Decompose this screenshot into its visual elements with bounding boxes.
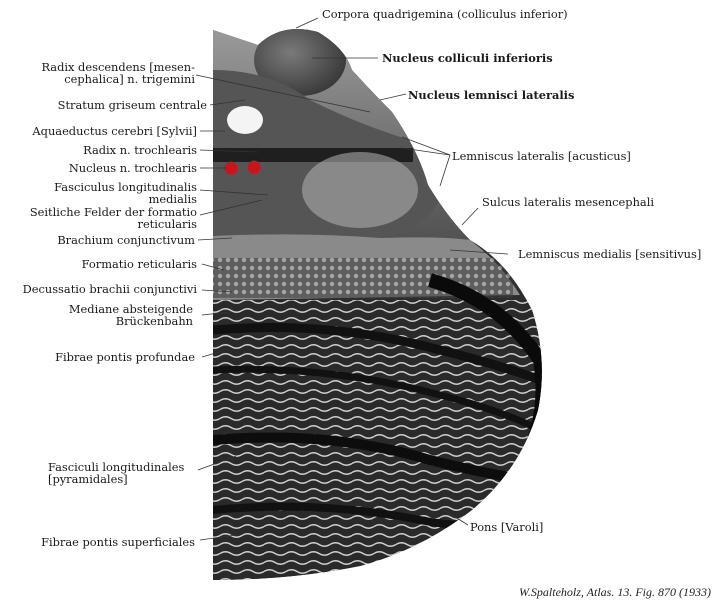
label-formatio (82, 258, 197, 270)
label-fibrae-profundae (55, 351, 195, 363)
label-line: Corpora quadrigemina (colliculus inferior) (322, 7, 568, 21)
label-radix-trochlearis (83, 144, 197, 156)
label-line: Nucleus colliculi inferioris (382, 51, 553, 65)
label-line: Fibrae pontis superficiales (41, 535, 195, 549)
trochlear-nucleus-right (248, 161, 261, 174)
label-line: Sulcus lateralis mesencephali (482, 195, 654, 209)
label-line: cephalica] n. trigemini (64, 72, 195, 86)
label-sulcus (482, 196, 654, 208)
label-line: Nucleus lemnisci lateralis (408, 88, 575, 102)
label-line: Fibrae pontis profundae (55, 350, 195, 364)
label-line: Aquaeductus cerebri [Sylvii] (32, 124, 197, 138)
label-line: Lemniscus lateralis [acusticus] (452, 149, 631, 163)
label-mediane (69, 303, 193, 327)
label-fasciculi-long (48, 461, 184, 485)
label-nucleus-colliculi (382, 52, 553, 64)
label-lemniscus-lateralis (452, 150, 631, 162)
label-brachium (57, 234, 195, 246)
brainstem-section (213, 20, 553, 590)
label-nucleus-lemnisci (408, 89, 574, 101)
label-nucleus-trochlearis (69, 162, 197, 174)
label-radix-descendens (41, 61, 195, 85)
label-line: Radix n. trochlearis (83, 143, 197, 157)
label-line: Nucleus n. trochlearis (68, 161, 197, 175)
label-fasciculus-long-med (54, 181, 197, 205)
label-fibrae-superficiales (41, 536, 195, 548)
label-seitliche-felder (30, 206, 197, 230)
label-line: Mediane absteigende (68, 302, 193, 316)
label-line: [pyramidales] (48, 472, 128, 486)
aqueduct-shape (227, 106, 263, 134)
label-line: Brachium conjunctivum (57, 233, 195, 247)
label-pons (470, 521, 543, 533)
label-line: Radix descendens [mesen- (41, 60, 195, 74)
label-line: Decussatio brachii conjunctivi (22, 282, 197, 296)
label-line: medialis (148, 192, 197, 206)
label-line: Lemniscus medialis [sensitivus] (518, 247, 702, 261)
label-lemniscus-medialis (518, 248, 701, 260)
trochlear-nucleus-left (225, 162, 238, 175)
label-line: Formatio reticularis (81, 257, 197, 271)
label-line: Seitliche Felder der formatio (29, 205, 197, 219)
label-line: reticularis (137, 217, 197, 231)
label-stratum-griseum (58, 99, 207, 111)
label-line: Stratum griseum centrale (57, 98, 207, 112)
label-line: Fasciculus longitudinalis (54, 180, 197, 194)
label-line: Brückenbahn (115, 314, 193, 328)
label-decussatio (23, 283, 197, 295)
label-line: Pons [Varoli] (470, 520, 544, 534)
figure-citation: W.Spalteholz, Atlas. 13. Fig. 870 (1933) (519, 585, 711, 599)
label-aquaeductus (32, 125, 197, 137)
label-line: Fasciculi longitudinales (48, 460, 185, 474)
label-corpora (322, 8, 568, 20)
